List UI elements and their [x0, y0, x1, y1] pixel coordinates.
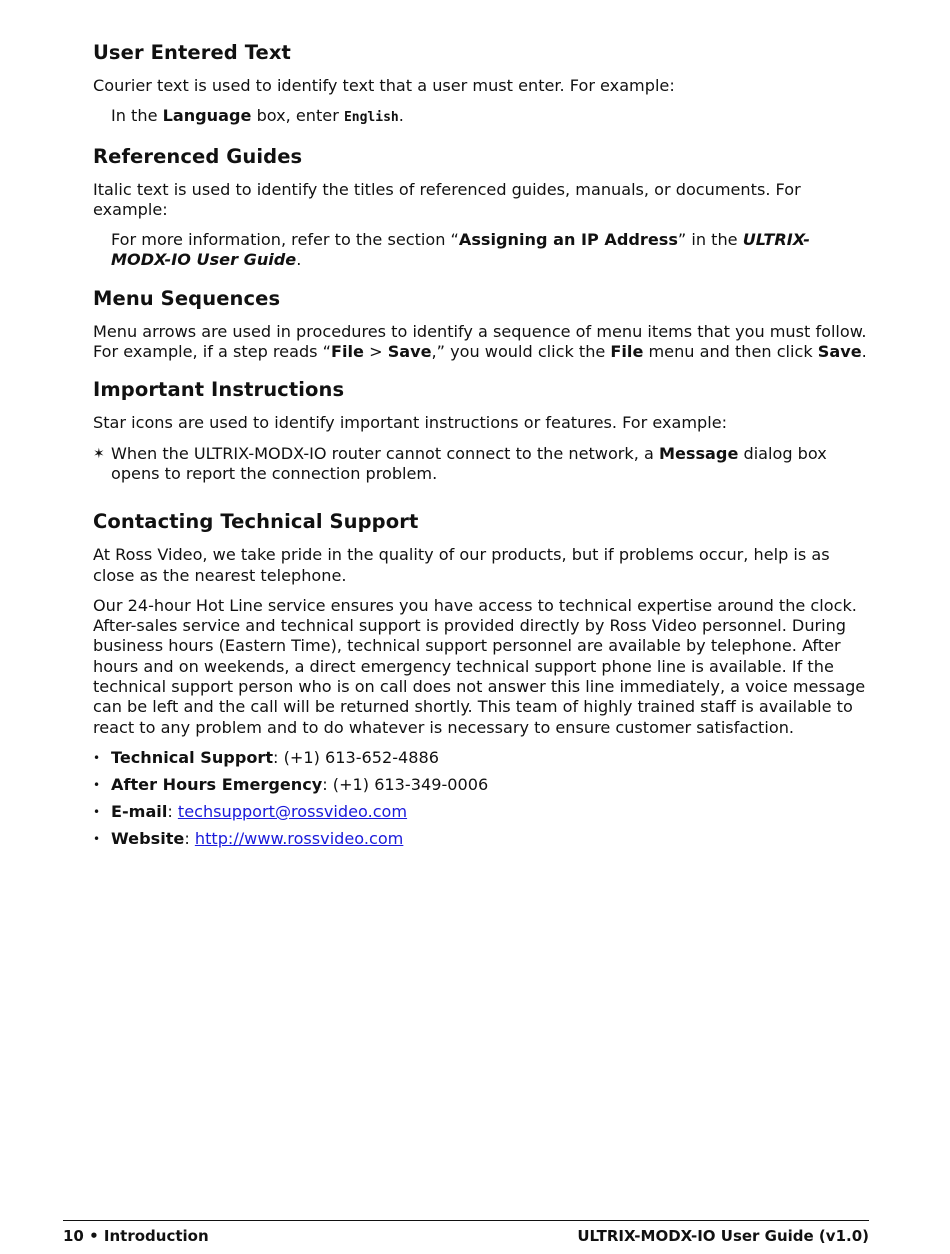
contact-value: (+1) 613-652-4886 — [283, 747, 439, 767]
text-run: . — [861, 342, 867, 362]
star-icon: ✶ — [93, 445, 105, 462]
section-intro: Courier text is used to identify text that a user must enter. For example: — [93, 76, 675, 95]
contact-value: (+1) 613-349-0006 — [332, 774, 489, 794]
section-heading: Contacting Technical Support — [93, 510, 419, 534]
contact-label: Website — [111, 828, 185, 848]
separator: : — [273, 747, 284, 767]
section-intro: Italic text is used to identify the titles of referenced guides, manuals, or documents. For example: — [93, 179, 801, 219]
section-user-entered-text — [93, 40, 869, 129]
text-run: > — [363, 342, 388, 362]
contact-label: Technical Support — [111, 747, 274, 767]
section-heading: User Entered Text — [93, 41, 291, 64]
text-run: dialog box opens to report the connection problem. — [111, 443, 827, 483]
example-text: For more information, refer to the section “ — [111, 230, 459, 250]
bold-run: Message — [658, 443, 739, 463]
bold-run: File — [610, 342, 644, 362]
support-paragraph-1: At Ross Video, we take pride in the quality of our products, but if problems occur, help is as close as the nearest telephone. — [93, 545, 830, 585]
separator: : — [184, 828, 195, 848]
important-note-text — [111, 444, 869, 485]
bold-run: Save — [817, 342, 862, 362]
bullet-icon: • — [93, 804, 101, 819]
footer-divider — [63, 1220, 869, 1221]
text-run: ,” you would click the — [431, 342, 611, 362]
email-link[interactable]: techsupport@rossvideo.com — [177, 801, 408, 821]
example-guide-title: ULTRIX-MODX-IO User Guide — [111, 230, 810, 270]
contact-list — [93, 748, 869, 849]
website-link[interactable]: http://www.rossvideo.com — [194, 828, 404, 848]
example-bold: Assigning an IP Address — [458, 230, 678, 250]
section-intro: Star icons are used to identify important instructions or features. For example: — [93, 413, 728, 433]
section-heading: Referenced Guides — [93, 144, 303, 168]
bold-run: File — [331, 342, 364, 362]
section-referenced-guides — [93, 144, 869, 271]
section-menu-sequences — [93, 286, 869, 363]
example-code: English — [343, 110, 399, 126]
footer-page-label: 10 • Introduction — [63, 1227, 209, 1245]
list-item — [93, 775, 869, 795]
bullet-icon: • — [93, 750, 101, 765]
separator: : — [322, 774, 333, 794]
list-item — [93, 802, 869, 822]
text-run: menu and then click — [643, 342, 818, 362]
section-heading: Important Instructions — [93, 378, 345, 402]
support-paragraph-2: Our 24-hour Hot Line service ensures you have access to technical expertise around the clock. After-sales service and technical support is provided directly by Ross Video personnel. During business hours (Eastern Time), technical support personnel are available by telephone. After hours and on weekends, a direct emergency technical support phone line is available. If the technical support person who is on call does not answer this line immediately, a voice message can be left and the call will be returned shortly. This team of highly trained staff is available to react to any problem and to do whatever is necessary to ensure customer satisfaction. — [93, 595, 866, 737]
footer-guide-title: ULTRIX-MODX-IO User Guide (v1.0) — [577, 1227, 869, 1245]
section-contacting-support — [93, 509, 869, 849]
example-text: . — [398, 106, 404, 126]
contact-label: E-mail — [111, 801, 168, 821]
text-run: When the ULTRIX-MODX-IO router cannot connect to the network, a — [111, 443, 659, 463]
page-body — [93, 40, 869, 864]
section-important-instructions — [93, 377, 869, 484]
example-text: ” in the — [677, 230, 743, 250]
example-paragraph — [111, 106, 869, 128]
text-run: Menu arrows are used in procedures to identify a sequence of menu items that you must follow. For example, if a step reads “ — [93, 321, 867, 362]
example-text: box, enter — [251, 106, 344, 126]
example-paragraph — [111, 230, 869, 271]
bullet-icon: • — [93, 831, 101, 846]
bold-run: Save — [387, 342, 432, 362]
section-heading: Menu Sequences — [93, 286, 281, 310]
separator: : — [167, 801, 178, 821]
example-bold: Language — [162, 106, 252, 126]
section-paragraph — [93, 322, 869, 363]
list-item — [93, 829, 869, 849]
important-note — [93, 444, 869, 485]
bullet-icon: • — [93, 777, 101, 792]
list-item — [93, 748, 869, 768]
example-text: In the — [111, 106, 163, 126]
contact-label: After Hours Emergency — [111, 774, 323, 794]
example-text: . — [296, 250, 302, 270]
